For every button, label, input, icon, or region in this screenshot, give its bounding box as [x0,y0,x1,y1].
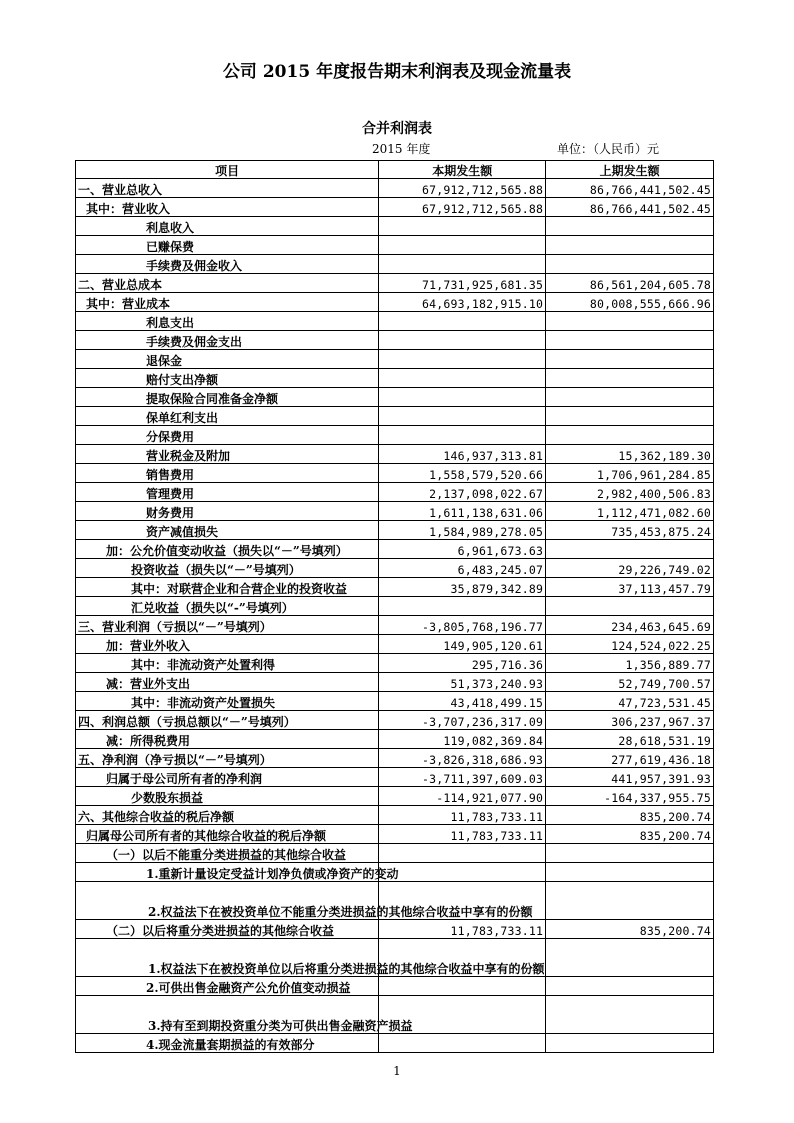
table-row [76,179,714,198]
statement-title: 合并利润表 [362,121,432,137]
table-row [76,730,714,749]
current-period-value: 11,783,733.11 [379,806,546,825]
table-row [76,692,714,711]
row-label: 营业税金及附加 [76,445,379,464]
row-label: 财务费用 [76,502,379,521]
current-period-value: 51,373,240.93 [379,673,546,692]
prior-period-value [546,312,714,331]
current-period-value: 119,082,369.84 [379,730,546,749]
current-period-value [379,236,546,255]
current-period-value [379,597,546,616]
row-label: 一、营业总收入 [76,179,379,198]
current-period-value [379,977,546,996]
page-number: 1 [393,1064,401,1078]
row-label: 1.重新计量设定受益计划净负债或净资产的变动 [76,863,379,882]
row-label: 投资收益（损失以“－”号填列） [76,559,379,578]
table-row [76,806,714,825]
current-period-value: 295,716.36 [379,654,546,673]
prior-period-value [546,977,714,996]
prior-period-value [546,426,714,445]
table-row [76,768,714,787]
current-period-value: 146,937,313.81 [379,445,546,464]
row-label: 利息收入 [76,217,379,236]
row-label: 归属于母公司所有者的净利润 [76,768,379,787]
row-label: 加：营业外收入 [76,635,379,654]
table-row [76,635,714,654]
table-row [76,559,714,578]
prior-period-value: 277,619,436.18 [546,749,714,768]
current-period-value [379,1034,546,1053]
current-period-value [379,217,546,236]
table-row [76,597,714,616]
prior-period-value: 835,200.74 [546,920,714,939]
row-label: 手续费及佣金支出 [76,331,379,350]
table-row [76,331,714,350]
prior-period-value [546,407,714,426]
row-label: 提取保险合同准备金净额 [76,388,379,407]
prior-period-value [546,597,714,616]
prior-period-value: 28,618,531.19 [546,730,714,749]
current-period-value: 1,584,989,278.05 [379,521,546,540]
current-period-value: 67,912,712,565.88 [379,179,546,198]
row-label: 退保金 [76,350,379,369]
current-period-value: -3,826,318,686.93 [379,749,546,768]
table-row [76,426,714,445]
header-current-period: 本期发生额 [379,161,546,179]
table-row [76,236,714,255]
prior-period-value [546,236,714,255]
row-label: 五、净利润（净亏损以“－”号填列） [76,749,379,768]
current-period-value: -114,921,077.90 [379,787,546,806]
table-row [76,407,714,426]
prior-period-value: 86,766,441,502.45 [546,198,714,217]
table-row [76,521,714,540]
row-label: 少数股东损益 [76,787,379,806]
row-label: 其中：对联营企业和合营企业的投资收益 [76,578,379,597]
prior-period-value: 441,957,391.93 [546,768,714,787]
table-row [76,654,714,673]
prior-period-value: 735,453,875.24 [546,521,714,540]
prior-period-value [546,939,714,977]
table-row [76,787,714,806]
prior-period-value: 80,008,555,666.96 [546,293,714,312]
table-row [76,217,714,236]
prior-period-value: 306,237,967.37 [546,711,714,730]
row-label: 其中：营业成本 [76,293,379,312]
row-label: 管理费用 [76,483,379,502]
table-row [76,502,714,521]
table-row [76,939,714,977]
prior-period-value: 86,561,204,605.78 [546,274,714,293]
current-period-value [379,863,546,882]
prior-period-value: 124,524,022.25 [546,635,714,654]
current-period-value: 149,905,120.61 [379,635,546,654]
prior-period-value: 52,749,700.57 [546,673,714,692]
current-period-value: -3,707,236,317.09 [379,711,546,730]
table-row [76,844,714,863]
table-row [76,977,714,996]
current-period-value: 11,783,733.11 [379,920,546,939]
table-row [76,825,714,844]
row-label: 二、营业总成本 [76,274,379,293]
table-body [76,179,714,1053]
current-period-value: 1,558,579,520.66 [379,464,546,483]
row-label: 其中：非流动资产处置损失 [76,692,379,711]
row-label: 其中：非流动资产处置利得 [76,654,379,673]
table-row [76,673,714,692]
table-row [76,312,714,331]
table-row [76,274,714,293]
row-label: 1.权益法下在被投资单位以后将重分类进损益的其他综合收益中享有的份额 [76,939,379,977]
table-row [76,445,714,464]
current-period-value: -3,805,768,196.77 [379,616,546,635]
header-item: 项目 [76,161,379,179]
table-row [76,350,714,369]
current-period-value: 2,137,098,022.67 [379,483,546,502]
row-label: 减：所得税费用 [76,730,379,749]
prior-period-value: 37,113,457.79 [546,578,714,597]
table-row [76,863,714,882]
row-label: 其中：营业收入 [76,198,379,217]
table-row [76,293,714,312]
row-label: 分保费用 [76,426,379,445]
table-row [76,198,714,217]
table-row [76,882,714,920]
table-row [76,616,714,635]
prior-period-value [546,540,714,559]
report-year: 2015 年度 [372,142,431,156]
current-period-value: 6,961,673.63 [379,540,546,559]
prior-period-value: 15,362,189.30 [546,445,714,464]
document-title: 公司 2015 年度报告期末利润表及现金流量表 [222,62,572,82]
prior-period-value: 234,463,645.69 [546,616,714,635]
current-period-value [379,426,546,445]
prior-period-value: 86,766,441,502.45 [546,179,714,198]
row-label: （一）以后不能重分类进损益的其他综合收益 [76,844,379,863]
prior-period-value: 29,226,749.02 [546,559,714,578]
current-period-value: 67,912,712,565.88 [379,198,546,217]
header-prior-period: 上期发生额 [546,161,714,179]
current-period-value: 43,418,499.15 [379,692,546,711]
prior-period-value [546,996,714,1034]
row-label: 赔付支出净额 [76,369,379,388]
current-period-value [379,844,546,863]
prior-period-value [546,255,714,274]
current-period-value [379,350,546,369]
table-row [76,711,714,730]
table-row [76,1034,714,1053]
current-period-value: 6,483,245.07 [379,559,546,578]
current-period-value [379,369,546,388]
current-period-value: 11,783,733.11 [379,825,546,844]
table-row [76,255,714,274]
prior-period-value: 47,723,531.45 [546,692,714,711]
prior-period-value: 1,356,889.77 [546,654,714,673]
row-label: 2.可供出售金融资产公允价值变动损益 [76,977,379,996]
prior-period-value: -164,337,955.75 [546,787,714,806]
prior-period-value [546,369,714,388]
table-row [76,369,714,388]
row-label: 3.持有至到期投资重分类为可供出售金融资产损益 [76,996,379,1034]
prior-period-value [546,331,714,350]
prior-period-value: 835,200.74 [546,825,714,844]
row-label: 四、利润总额（亏损总额以“－”号填列） [76,711,379,730]
row-label: 减：营业外支出 [76,673,379,692]
prior-period-value [546,217,714,236]
prior-period-value [546,844,714,863]
table-row [76,388,714,407]
table-row [76,749,714,768]
prior-period-value [546,863,714,882]
prior-period-value: 835,200.74 [546,806,714,825]
prior-period-value: 1,112,471,082.60 [546,502,714,521]
row-label: 销售费用 [76,464,379,483]
current-period-value [379,407,546,426]
prior-period-value [546,350,714,369]
prior-period-value [546,388,714,407]
row-label: 利息支出 [76,312,379,331]
table-row [76,996,714,1034]
row-label: （二）以后将重分类进损益的其他综合收益 [76,920,379,939]
current-period-value [379,331,546,350]
current-period-value [379,388,546,407]
prior-period-value: 2,982,400,506.83 [546,483,714,502]
current-period-value: -3,711,397,609.03 [379,768,546,787]
table-row [76,540,714,559]
row-label: 资产减值损失 [76,521,379,540]
row-label: 手续费及佣金收入 [76,255,379,274]
current-period-value: 64,693,182,915.10 [379,293,546,312]
table-row [76,920,714,939]
prior-period-value: 1,706,961,284.85 [546,464,714,483]
currency-unit: 单位：（人民币）元 [557,142,660,156]
prior-period-value [546,882,714,920]
row-label: 归属母公司所有者的其他综合收益的税后净额 [76,825,379,844]
row-label: 三、营业利润（亏损以“－”号填列） [76,616,379,635]
prior-period-value [546,1034,714,1053]
table-row [76,483,714,502]
current-period-value [379,312,546,331]
current-period-value: 35,879,342.89 [379,578,546,597]
row-label: 4.现金流量套期损益的有效部分 [76,1034,379,1053]
current-period-value: 1,611,138,631.06 [379,502,546,521]
row-label: 保单红利支出 [76,407,379,426]
table-row [76,578,714,597]
row-label: 已赚保费 [76,236,379,255]
row-label: 六、其他综合收益的税后净额 [76,806,379,825]
row-label: 汇兑收益（损失以“-”号填列） [76,597,379,616]
current-period-value: 71,731,925,681.35 [379,274,546,293]
table-row [76,464,714,483]
row-label: 2.权益法下在被投资单位不能重分类进损益的其他综合收益中享有的份额 [76,882,379,920]
income-statement-table [75,160,714,1053]
current-period-value [379,255,546,274]
table-header-row [76,161,714,179]
row-label: 加：公允价值变动收益（损失以“－”号填列） [76,540,379,559]
